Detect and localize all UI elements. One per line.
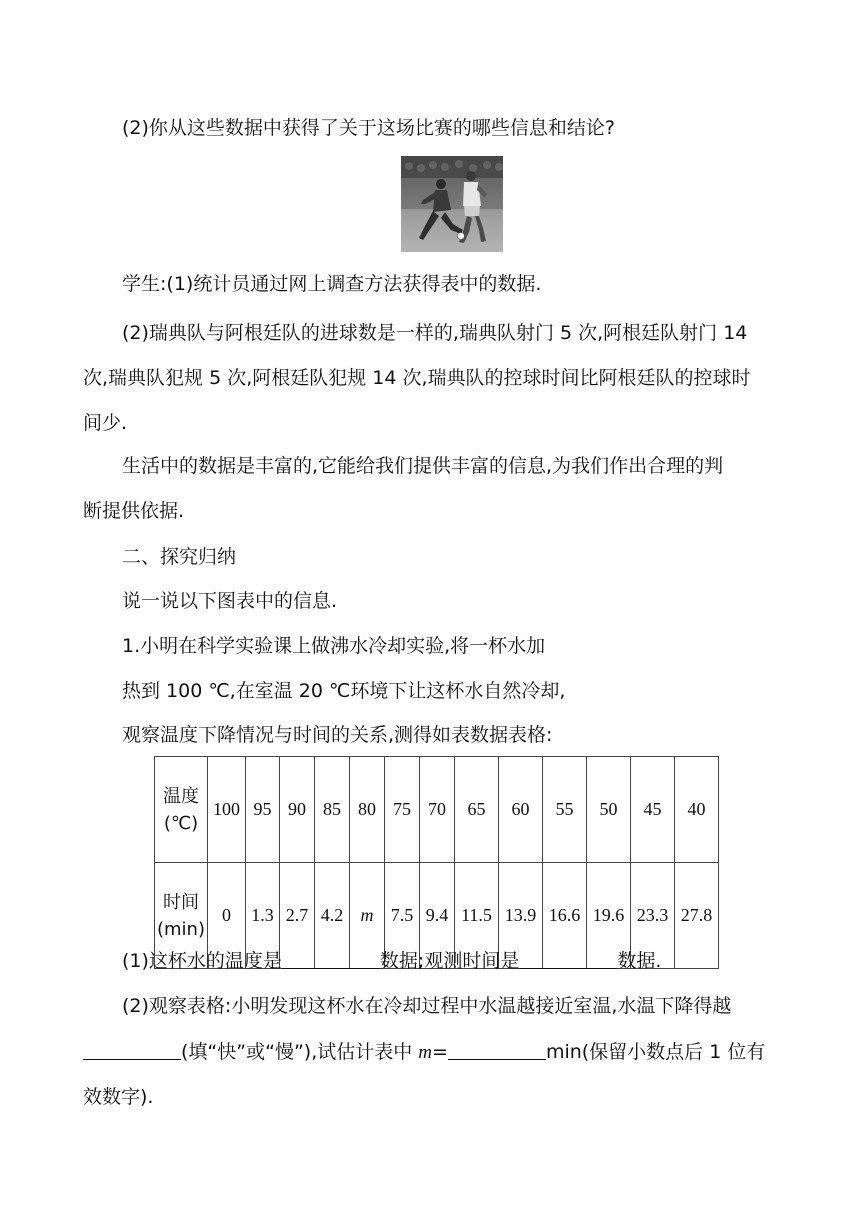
temp-cell: 90 (280, 757, 315, 863)
temp-cell: 65 (455, 757, 499, 863)
temp-cell: 100 (208, 757, 246, 863)
time-cell-unknown-m: m (350, 863, 385, 969)
time-cell: 27.8 (675, 863, 719, 969)
section-title: 二、探究归纳 (122, 546, 237, 568)
ball-icon (458, 233, 465, 240)
time-cell: 16.6 (543, 863, 587, 969)
sub-question-2-line-1: (2)观察表格:小明发现这杯水在冷却过程中水温越接近室温,水温下降得越 (122, 995, 732, 1017)
answer-2-line-3: 间少. (83, 412, 128, 434)
sub-2-part-b: = (432, 1041, 448, 1063)
temp-cell: 85 (315, 757, 350, 863)
time-cell: 0 (208, 863, 246, 969)
time-cell: 11.5 (455, 863, 499, 969)
sub-question-1 (122, 948, 661, 974)
temperature-time-table (154, 756, 719, 969)
sub-2-part-a: (填“快”或“慢”),试估计表中 (181, 1041, 419, 1063)
time-cell: 2.7 (280, 863, 315, 969)
temp-cell: 70 (420, 757, 455, 863)
temp-cell: 40 (675, 757, 719, 863)
football-photo (401, 156, 503, 252)
answer-blank-2[interactable] (519, 948, 617, 969)
answer-2-line-2: 次,瑞典队犯规 5 次,阿根廷队犯规 14 次,瑞典队的控球时间比阿根廷队的控球时 (83, 367, 751, 389)
temperature-row (155, 757, 719, 863)
temp-cell: 75 (385, 757, 420, 863)
temperature-header: 温度 (℃) (155, 757, 208, 863)
temp-cell: 60 (499, 757, 543, 863)
sub-1-part-1: (1)这杯水的温度是 (122, 950, 282, 972)
summary-line-2: 断提供依据. (83, 500, 185, 522)
time-cell: 9.4 (420, 863, 455, 969)
variable-m: m (418, 1042, 433, 1063)
time-cell: 23.3 (631, 863, 675, 969)
sub-1-part-2: 数据;观测时间是 (379, 950, 520, 972)
question-2: (2)你从这些数据中获得了关于这场比赛的哪些信息和结论? (122, 117, 615, 139)
answer-blank-3[interactable] (83, 1039, 181, 1060)
problem-1-line-3: 观察温度下降情况与时间的关系,测得如表数据表格: (122, 724, 553, 746)
prompt-text: 说一说以下图表中的信息. (122, 590, 338, 612)
sub-1-part-3: 数据. (617, 950, 662, 972)
answer-blank-4[interactable] (448, 1039, 546, 1060)
answer-2-line-1: (2)瑞典队与阿根廷队的进球数是一样的,瑞典队射门 5 次,阿根廷队射门 14 (122, 322, 748, 344)
temp-cell: 45 (631, 757, 675, 863)
problem-1-line-2: 热到 100 ℃,在室温 20 ℃环境下让这杯水自然冷却, (122, 680, 566, 702)
time-cell: 1.3 (246, 863, 280, 969)
time-header: 时间 (min) (155, 863, 208, 969)
time-cell: 7.5 (385, 863, 420, 969)
sub-question-2-line-2 (83, 1039, 765, 1066)
problem-1-line-1: 1.小明在科学实验课上做沸水冷却实验,将一杯水加 (122, 635, 546, 657)
answer-1: 学生:(1)统计员通过网上调查方法获得表中的数据. (122, 273, 542, 295)
temp-cell: 80 (350, 757, 385, 863)
sub-2-part-c: min(保留小数点后 1 位有 (545, 1041, 766, 1063)
time-cell: 19.6 (587, 863, 631, 969)
football-players-image (401, 156, 503, 252)
sub-question-2-line-3: 效数字). (83, 1086, 154, 1108)
time-cell: 13.9 (499, 863, 543, 969)
answer-blank-1[interactable] (282, 948, 380, 969)
time-cell: 4.2 (315, 863, 350, 969)
summary-line-1: 生活中的数据是丰富的,它能给我们提供丰富的信息,为我们作出合理的判 (122, 455, 724, 477)
temp-cell: 55 (543, 757, 587, 863)
temp-cell: 95 (246, 757, 280, 863)
temp-cell: 50 (587, 757, 631, 863)
